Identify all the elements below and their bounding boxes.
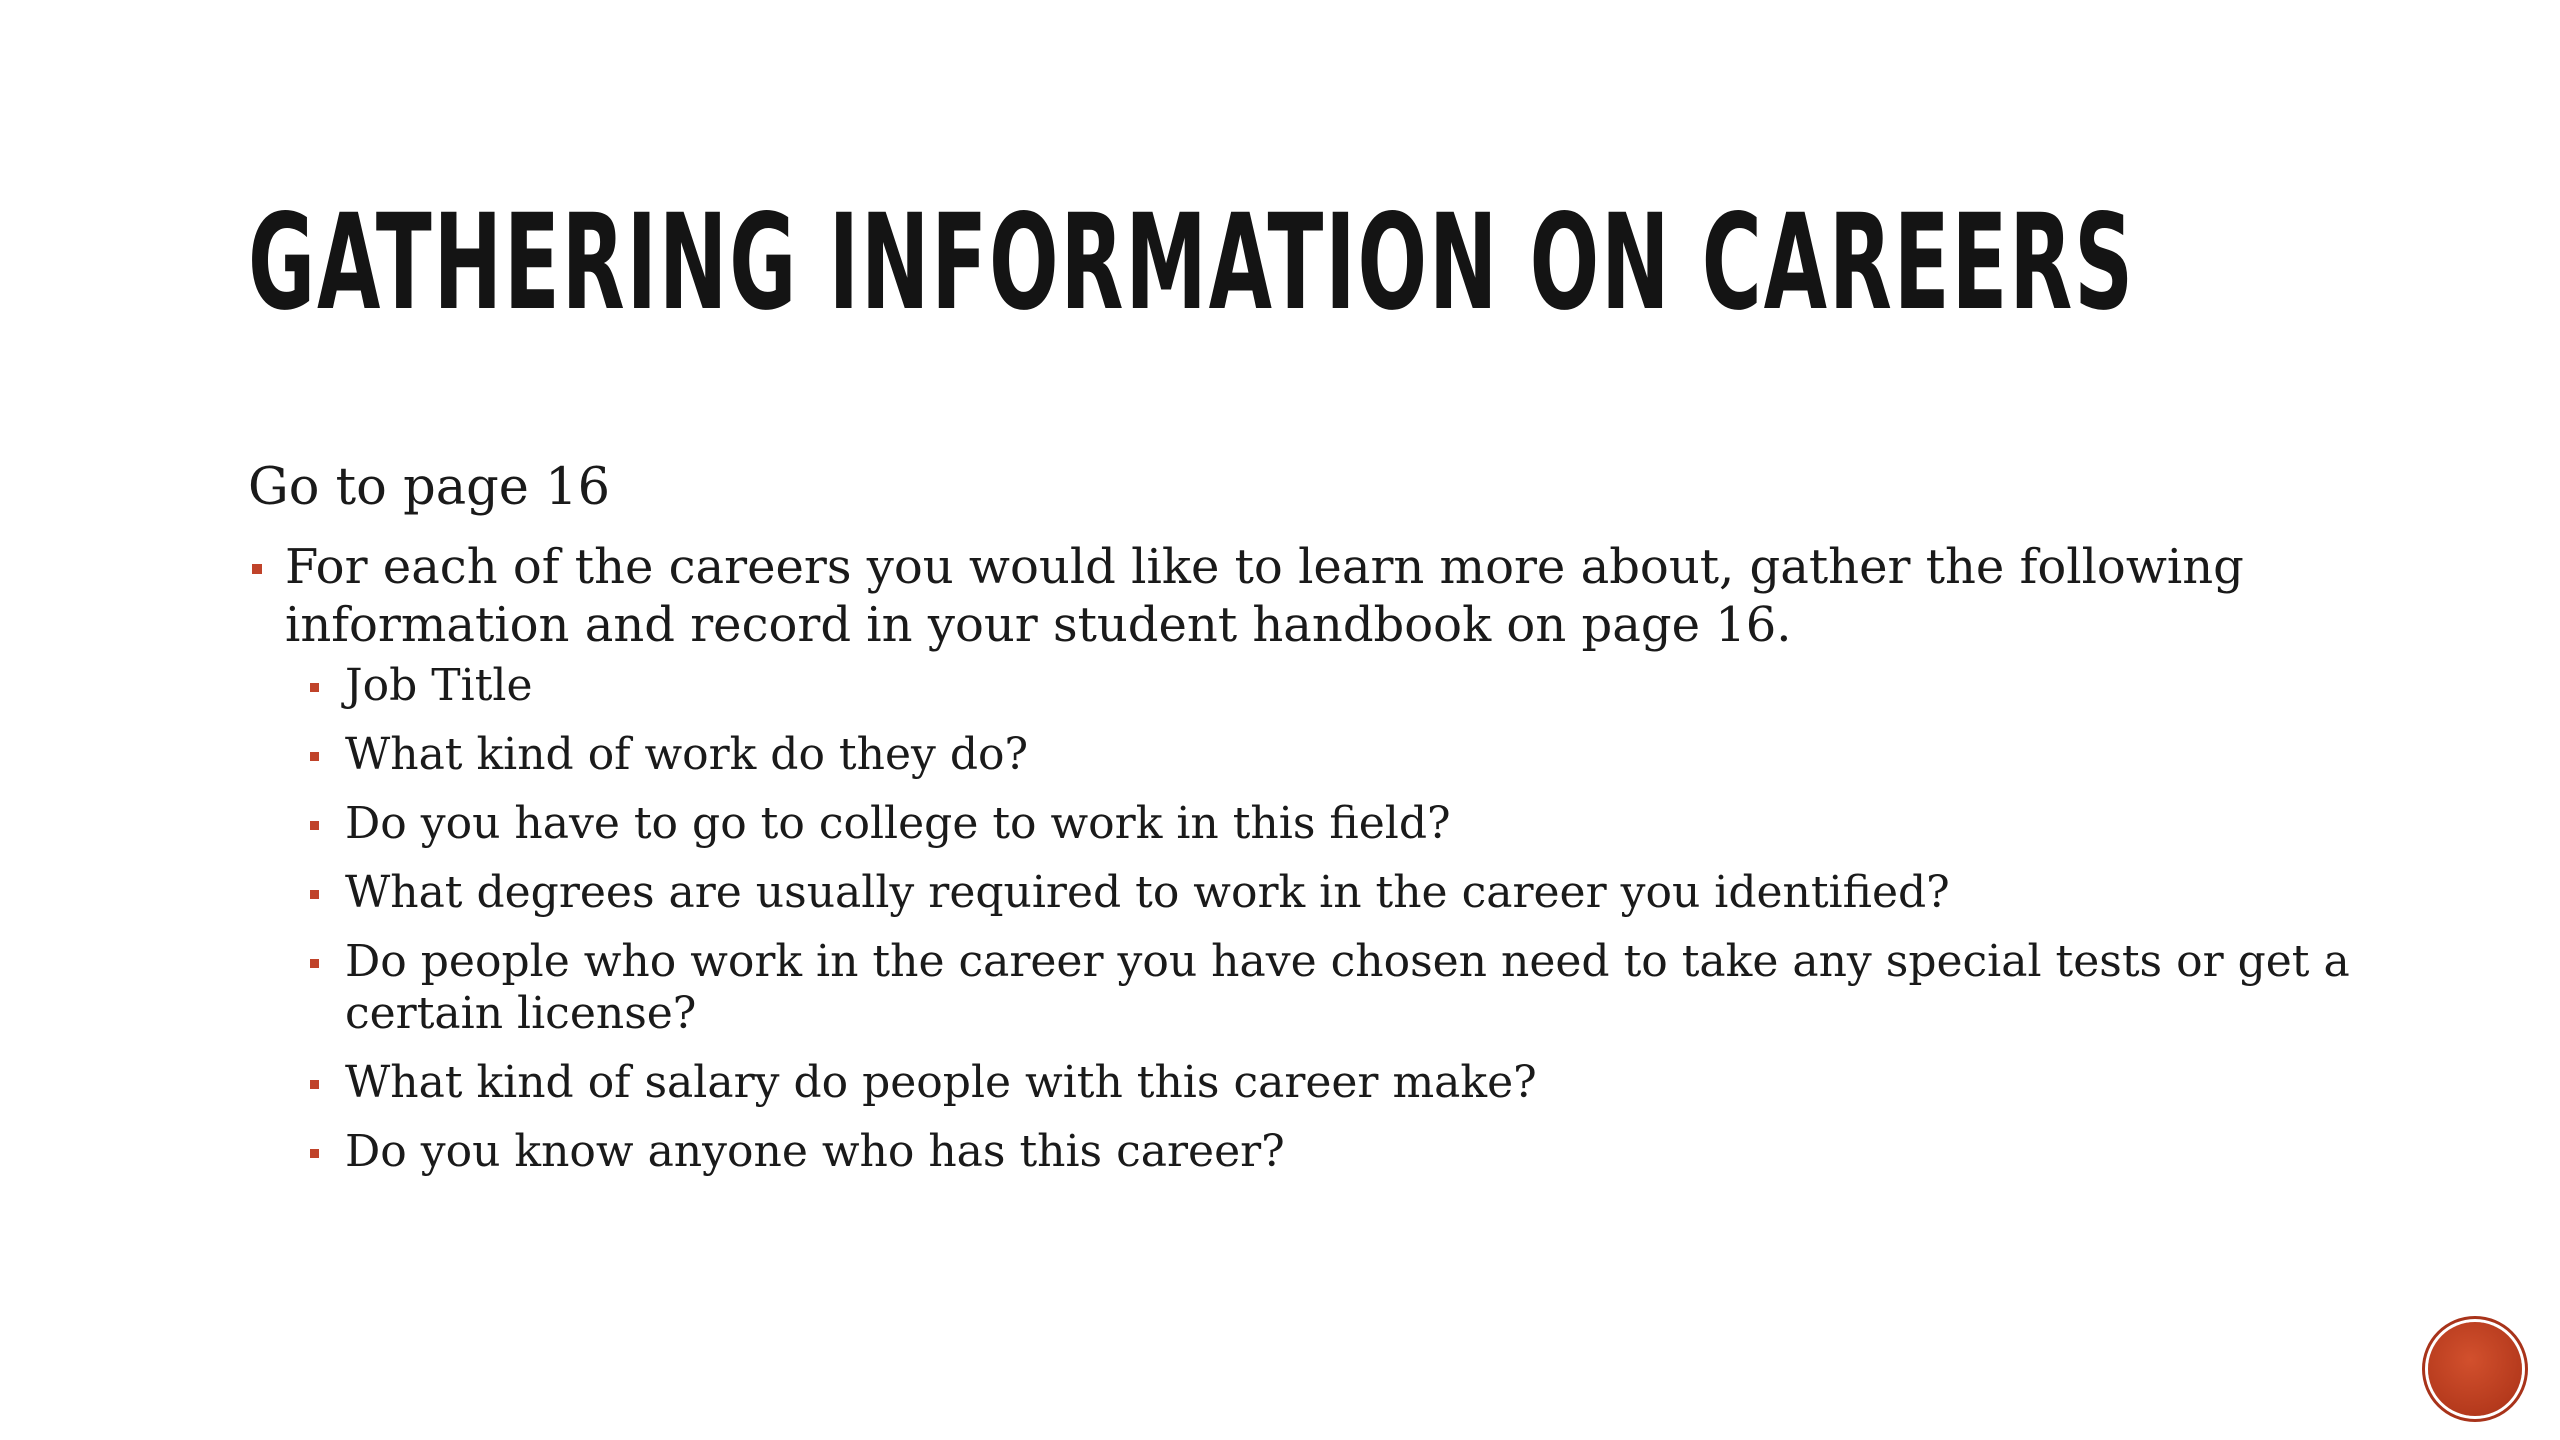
square-bullet-icon xyxy=(310,1149,319,1158)
sub-bullet-item xyxy=(285,660,2388,712)
sub-bullet-text: What degrees are usually required to work in the career you identified? xyxy=(345,867,1950,918)
sub-bullet-item xyxy=(285,867,2388,919)
sub-bullet-item xyxy=(285,1126,2388,1178)
sub-bullet-item xyxy=(285,936,2388,1040)
sub-bullet-list xyxy=(285,660,2388,1178)
main-bullet-text: For each of the careers you would like to learn more about, gather the following information and record in your student handbook on page 16. xyxy=(285,539,2244,653)
slide-title: GATHERING INFORMATION ON CAREERS xyxy=(248,186,2135,340)
sub-bullet-text: What kind of salary do people with this career make? xyxy=(345,1057,1537,1108)
square-bullet-icon xyxy=(310,959,319,968)
sub-bullet-text: Do you know anyone who has this career? xyxy=(345,1126,1285,1177)
main-bullet-item xyxy=(248,538,2388,1178)
sub-bullet-text: Do you have to go to college to work in this field? xyxy=(345,798,1451,849)
slide-number-badge xyxy=(2428,1322,2522,1416)
square-bullet-icon xyxy=(310,752,319,761)
sub-bullet-text: What kind of work do they do? xyxy=(345,729,1029,780)
sub-bullet-item xyxy=(285,729,2388,781)
square-bullet-icon xyxy=(310,1080,319,1089)
intro-text: Go to page 16 xyxy=(248,458,611,517)
main-bullet-list xyxy=(248,538,2388,1178)
sub-bullet-text: Job Title xyxy=(345,660,533,711)
square-bullet-icon xyxy=(310,683,319,692)
square-bullet-icon xyxy=(310,890,319,899)
sub-bullet-item xyxy=(285,1057,2388,1109)
slide-body xyxy=(248,452,2388,1195)
square-bullet-icon xyxy=(252,564,262,574)
square-bullet-icon xyxy=(310,821,319,830)
sub-bullet-text: Do people who work in the career you have chosen need to take any special tests or get a certain license? xyxy=(345,936,2350,1039)
sub-bullet-item xyxy=(285,798,2388,850)
